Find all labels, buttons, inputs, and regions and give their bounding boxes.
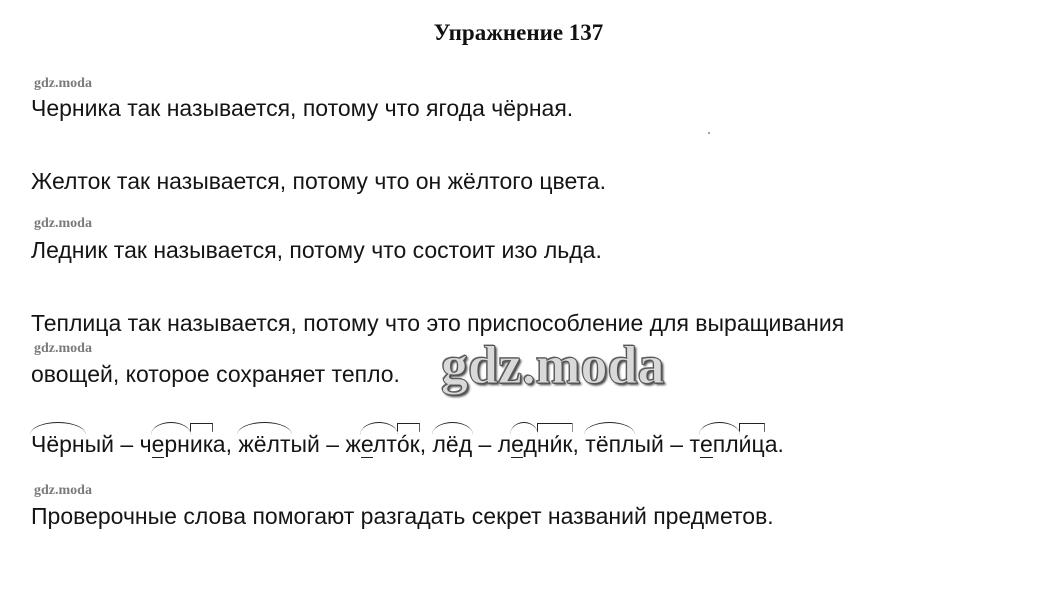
suffix-mark: ик <box>189 431 213 457</box>
exercise-title: Упражнение 137 <box>433 20 604 45</box>
root-mark <box>700 431 739 458</box>
suffix-mark: ни́к <box>536 431 573 457</box>
underlined-vowel: е <box>360 431 373 457</box>
root-mark: лёд <box>432 431 473 457</box>
sentence-chernika: Черника так называется, потому что ягода чёрная. <box>31 95 574 121</box>
word-part: л <box>497 431 512 457</box>
dash: – <box>472 431 498 457</box>
sentence-conclusion: Проверочные слова помогают разгадать секрет названий предметов. <box>31 503 774 529</box>
sentence-lednik: Ледник так называется, потому что состоит изо льда. <box>31 237 602 263</box>
root-rest: лт <box>372 431 397 457</box>
word-ending: ый <box>634 431 664 457</box>
watermark-label: gdz.moda <box>34 76 92 91</box>
scan-speck <box>708 132 710 134</box>
dash: – <box>319 431 346 457</box>
underlined-vowel: е <box>151 431 165 457</box>
word-part: т <box>689 431 700 457</box>
sentence-teplitsa-line1: Теплица так называется, потому что это приспособление для выращивания <box>31 310 845 336</box>
root-mark: Чёрн <box>31 431 85 457</box>
sentence-zheltok: Желток так называется, потому что он жёлтого цвета. <box>31 168 606 194</box>
watermark-label: gdz.moda <box>34 341 92 356</box>
root-mark <box>152 431 190 458</box>
dash: – <box>114 431 140 457</box>
root-mark <box>361 431 397 458</box>
word-part: ч <box>139 431 152 457</box>
word-ending: ый <box>290 431 320 457</box>
watermark-label: gdz.moda <box>34 483 92 498</box>
root-mark: тёпл <box>585 431 635 457</box>
word-ending: , <box>419 431 427 457</box>
underlined-vowel: е <box>700 431 713 457</box>
sentence-teplitsa-line2: овощей, которое сохраняет тепло. <box>31 361 400 387</box>
root-rest: д <box>523 431 537 457</box>
underlined-vowel: е <box>511 431 524 457</box>
watermark-logo: gdz.moda <box>441 335 665 395</box>
root-mark <box>511 431 537 458</box>
word-ending: а, <box>212 431 232 457</box>
morpheme-analysis-line <box>31 431 784 458</box>
root-mark: жёлт <box>238 431 291 457</box>
root-rest: рн <box>164 431 190 457</box>
suffix-mark: и́ц <box>738 431 765 457</box>
suffix-mark: óк <box>396 431 420 457</box>
dash: – <box>663 431 690 457</box>
root-rest: пл <box>712 431 739 457</box>
word-part: ж <box>345 431 361 457</box>
watermark-label: gdz.moda <box>34 216 92 231</box>
word-ending: ый <box>84 431 115 457</box>
word-ending: а. <box>764 431 784 457</box>
word-ending: , <box>572 431 579 457</box>
